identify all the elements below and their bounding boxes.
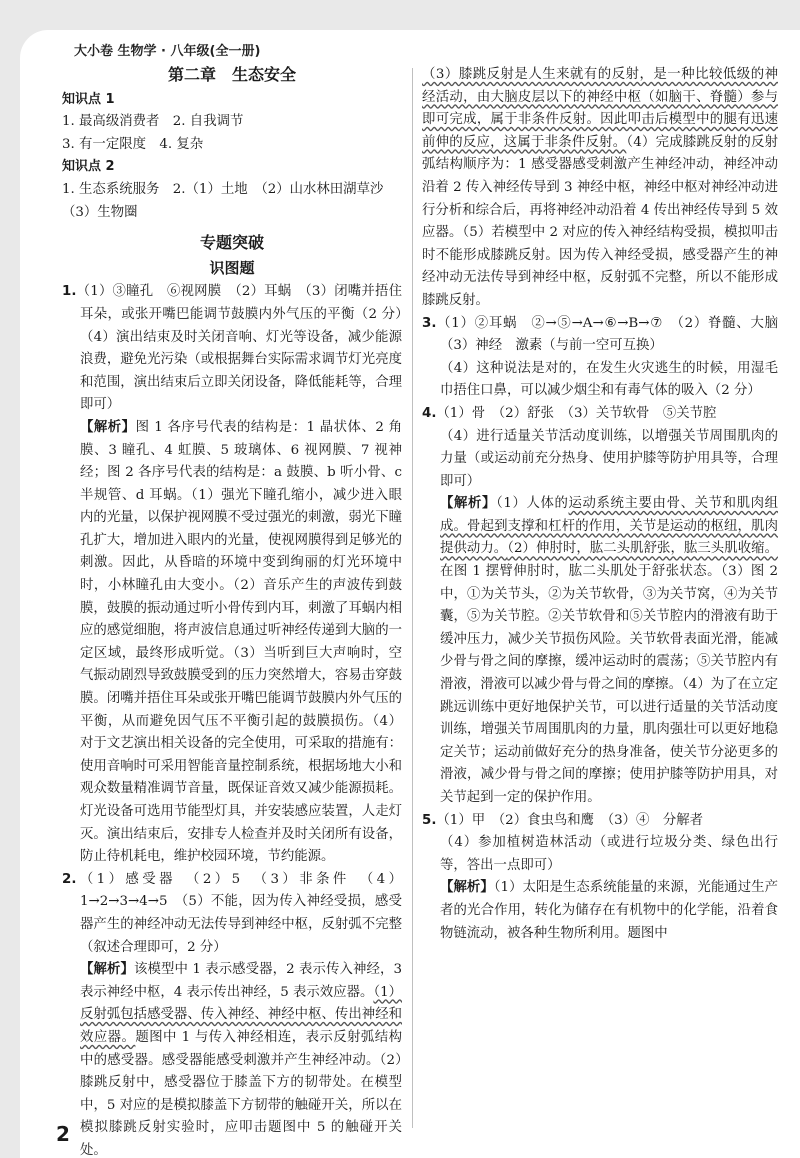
page-number: 2 [56,1122,70,1146]
knowledge-point-2-label: 知识点 2 [62,159,115,175]
question-1-answer [62,281,416,417]
question-2-analysis-continued [422,64,778,313]
sub-title: 识图题 [209,258,255,277]
question-number: 3. [422,315,437,331]
answer-text: （1）②耳蜗 ②→⑤→A→⑥→B→⑦ （2）脊髓、大脑 （3）神经 激素（与前一空可互换） [436,315,792,354]
emphasized-text: 运动系统主要由骨、关节和肌肉组成。骨起到支撑和杠杆的作用，关节是运动的枢纽，肌肉提供动力。 [440,496,779,557]
section-title: 专题突破 [199,233,264,253]
emphasized-text: （2）伸肘时，肱二头肌舒张，肱三头肌收缩。 [507,541,778,557]
analysis-text: 题图中 1 与传入神经相连，表示反射弧结构中的感受器。感受器能感受刺激并产生神经冲动。（2）膝跳反射中，感受器位于膝盖下方的韧带处。在模型中，5 对应的是模拟膝盖下方韧带的触碰开关，所以在模拟膝跳反射实验时，应叩击题图中 5 的触碰开关处。 [80,1029,403,1158]
emphasized-text: （1）反射弧包括感受器、传入神经、神经中枢、传出神经和效应器。 [80,984,402,1045]
analysis-tag: 【解析】 [440,496,497,512]
analysis-tag: 【解析】 [80,419,136,435]
analysis-text: （1）太阳是生态系统能量的来源，光能通过生产者的光合作用，转化为储存在有机物中的化学能，沿着食物链流动，被各种生物所利用。题图中 [440,880,778,941]
analysis-text: （1）人体的 [496,496,569,512]
question-5-answer-part-2: （4）参加植树造林活动（或进行垃圾分类、绿色出行等，答出一点即可） [440,835,778,873]
question-3-answer-part-2: （4）这种说法是对的，在发生火灾逃生的时候，用湿毛巾捂住口鼻，可以减少烟尘和有毒气体的吸入（2 分） [440,360,778,399]
question-2-answer [62,869,402,959]
question-number: 4. [422,405,437,421]
chapter-title: 第二章 生态安全 [167,65,296,84]
question-4-answer [422,403,778,426]
question-number: 5. [422,812,437,828]
question-2-analysis [62,959,402,1158]
analysis-text: 在图 1 摆臂伸肘时，肱二头肌处于舒张状态。（3）图 2 中，①为关节头，②为关节软骨，③为关节窝，④为关节囊，⑤为关节腔。②关节软骨和⑤关节腔内的滑液有助于缓冲压力，减少关节损伤风险。关节软骨表面光滑，能减少骨与骨之间的摩擦，缓冲运动时的震荡；⑤关节腔内有滑液，滑液可以减少骨与骨之间的摩擦。（4）为了在立定跳远训练中更好地保护关节，可以进行适量的关节活动度训练，增强关节周围肌肉的力量，肌肉强壮可以更好地稳定关节；运动前做好充分的热身准备，使关节分泌更多的滑液，减少骨与骨之间的摩擦；使用护膝等防护用具，对关节起到一定的保护作用。 [440,564,778,805]
analysis-text: （4）完成膝跳反射的反射弧结构顺序为：1 感受器感受刺激产生神经冲动，神经冲动沿着 2 传入神经传导到 3 神经中枢，神经中枢对神经冲动进行分析和综合后，再将神经冲动沿着 4 传出神经传导到 5 效应器。（5）若模型中 2 对应的传入神经结构受损，模拟叩击时不能形成膝跳反射。因为传入神经受损，感受器产生的神经冲动无法传导到神经中枢，反射弧不完整，所以不能形成膝跳反射。 [422,134,779,308]
emphasized-text: （3）膝跳反射是人生来就有的反射，是一种比较低级的神经活动，由大脑皮层以下的神经中枢（如脑干、脊髓）参与即可完成，属于非条件反射。因此叩击后模型中的腿有迅速前伸的反应，这属于非条件反射。 [422,67,778,150]
question-3-answer [422,313,792,358]
question-5-analysis [422,877,778,945]
answer-text: （1）感受器 （2）5 （3）非条件 （4）1→2→3→4→5 （5）不能，因为传入神经受损，感受器产生的神经冲动无法传导到神经中枢，反射弧不完整（叙述合理即可，2 分） [76,871,402,955]
question-4-analysis [422,493,778,809]
answer-text: （1）③瞳孔 ⑥视网膜 （2）耳蜗 （3）闭嘴并捂住耳朵，或张开嘴巴能调节鼓膜内外气压的平衡（2 分） （4）演出结束及时关闭音响、灯光等设备，减少能源浪费，避免光污染（或根据舞台实际需求调节灯光亮度和范围，演出结束后立即关闭设备，降低能耗等，合理即可） [76,284,416,413]
analysis-text: 该模型中 1 表示感受器，2 表示传入神经，3 表示神经中枢，4 表示传出神经，5 表示效应器。 [80,962,403,1000]
column-divider [412,68,413,1128]
analysis-tag: 【解析】 [440,880,494,896]
right-column [422,64,792,945]
answer-text: （1）甲 （2）食虫鸟和鹰 （3）④ 分解者 [436,812,703,828]
analysis-tag: 【解析】 [80,962,134,978]
left-column [62,64,416,1158]
question-number: 1. [62,284,77,300]
question-5-answer [422,810,778,833]
answer-text: （1）骨 （2）舒张 （3）关节软骨 ⑤关节腔 [436,405,717,421]
question-1-analysis [62,417,402,869]
kp1-line-1: 1. 最高级消费者 2. 自我调节 [62,114,244,130]
analysis-text: 图 1 各序号代表的结构是：1 晶状体、2 角膜、3 瞳孔、4 虹膜、5 玻璃体、6 视网膜、7 视神经；图 2 各序号代表的结构是：a 鼓膜、b 听小骨、c 半规管、d 耳蜗。（1）强光下瞳孔缩小，减少进入眼内的光量，以保护视网膜不受过强光的刺激，弱光下瞳孔扩大，增加进入眼内的光量，使视网膜得到足够光的刺激。因此，从昏暗的环境中变到绚丽的灯光环境中时，小林瞳孔由大变小。（2）音乐产生的声波传到鼓膜，鼓膜的振动通过听小骨传到内耳，刺激了耳蜗内相应的感觉细胞，将声波信息通过听神经传递到大脑的一定区域，最终形成听觉。（3）当听到巨大声响时，空气振动剧烈导致鼓膜受到的压力突然增大，容易击穿鼓膜。闭嘴并捂住耳朵或张开嘴巴能调节鼓膜内外气压的平衡，从而避免因气压不平衡引起的鼓膜损伤。（4）对于文艺演出相关设备的完全使用，可采取的措施有：使用音响时可采用智能音量控制系统，根据场地大小和观众数量精准调节音量，既保证音效又减少能源损耗。灯光设备可选用节能型灯具，并安装感应装置，人走灯灭。演出结束后，安排专人检查并及时关闭所有设备，防止待机耗电，维护校园环境，节约能源。 [80,419,403,865]
question-4-answer-part-2: （4）进行适量关节活动度训练，以增强关节周围肌肉的力量（或运动前充分热身、使用护膝等防护用具等，合理即可） [440,428,778,489]
question-number: 2. [62,871,77,887]
kp2-line-1: 1. 生态系统服务 2.（1）土地 （2）山水林田湖草沙 [62,181,384,197]
running-header: 大小卷 生物学 · 八年级(全一册) [74,44,261,59]
answer-page [20,30,800,1158]
kp1-line-2: 3. 有一定限度 4. 复杂 [62,136,204,152]
knowledge-point-1-label: 知识点 1 [62,91,115,107]
kp2-line-2: （3）生物圈 [62,204,138,220]
